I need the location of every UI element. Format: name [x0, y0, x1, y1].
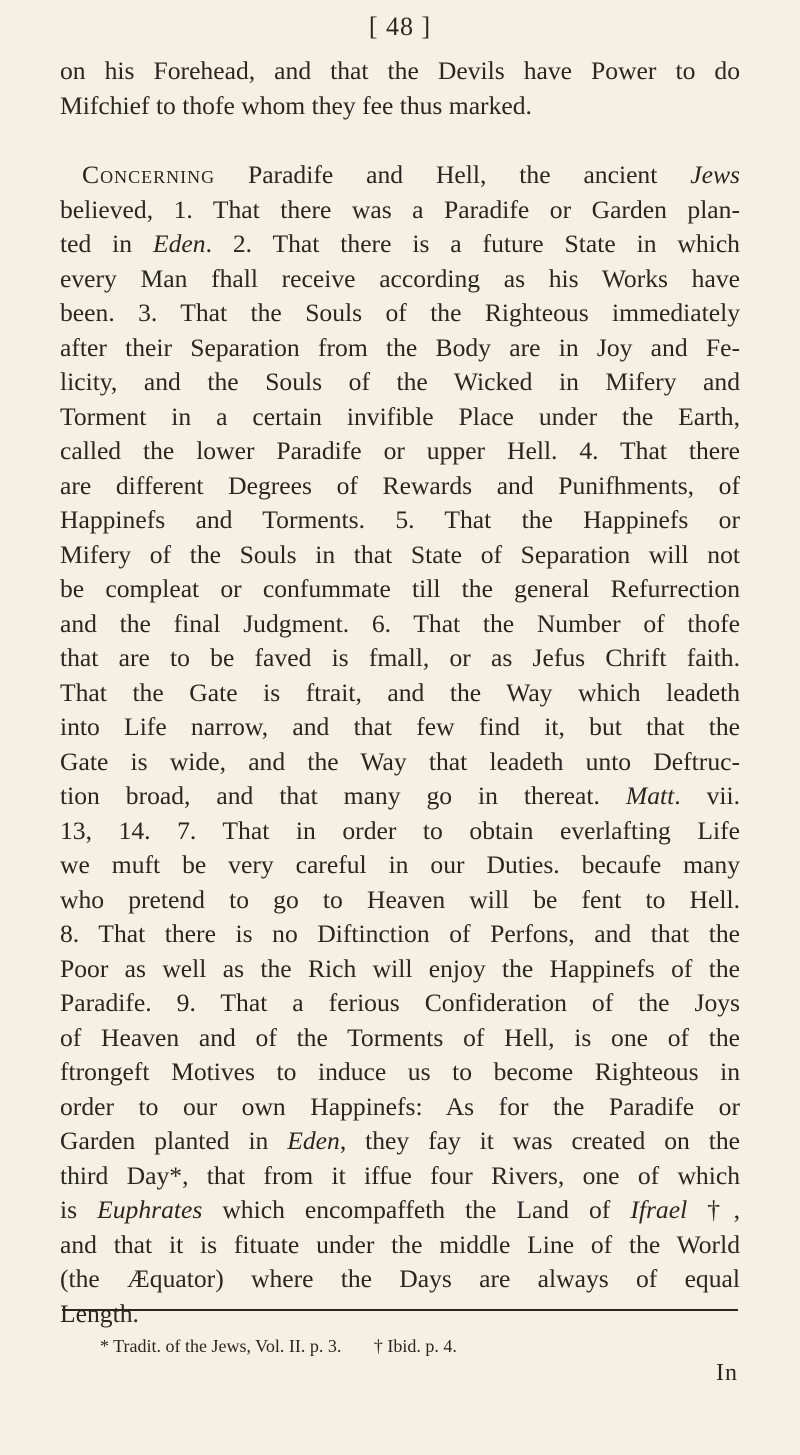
- footnote-1: * Tradit. of the Jews, Vol. II. p. 3.: [100, 1336, 342, 1356]
- text-line: Mifchief to thofe whom they fee thus marked.: [60, 90, 532, 120]
- text-line: Garden planted in Eden, they fay it was created on the: [60, 1126, 740, 1155]
- text-line: order to our own Happinefs: As for the Paradife or: [60, 1091, 740, 1121]
- text-line: we muft be very careful in our Duties. becaufe many: [60, 850, 740, 879]
- text-line: Poor as well as the Rich will enjoy the Happinefs of the: [60, 953, 740, 983]
- text-line: after their Separation from the Body are in Joy and Fe-: [60, 332, 740, 362]
- page-number: [ 48 ]: [368, 12, 432, 41]
- text-line: of Heaven and of the Torments of Hell, is one of the: [60, 1022, 740, 1052]
- text-line: are different Degrees of Rewards and Punifhments, of: [60, 470, 740, 500]
- text-line: tion broad, and that many go in thereat. Matt. vii.: [60, 781, 740, 810]
- text-line: Torment in a certain invifible Place under the Earth,: [60, 401, 740, 431]
- footnote-2: † Ibid. p. 4.: [373, 1336, 457, 1356]
- text-line: third Day*, that from it iffue four Rivers, one of which: [60, 1160, 740, 1190]
- text-line: called the lower Paradife or upper Hell. 4. That there: [60, 436, 740, 465]
- text-line: Happinefs and Torments. 5. That the Happinefs or: [60, 505, 740, 534]
- text-line: ftrongeft Motives to induce us to become Righteous in: [60, 1057, 740, 1086]
- text-line: is Euphrates which encompaffeth the Land of Ifrael †,: [60, 1195, 740, 1224]
- catchword: In: [716, 1360, 738, 1386]
- text-line: Mifery of the Souls in that State of Separation will not: [60, 539, 740, 569]
- text-line: been. 3. That the Souls of the Righteous immediately: [60, 298, 740, 327]
- text-line: 13, 14. 7. That in order to obtain everlafting Life: [60, 815, 740, 845]
- text-line: be compleat or confummate till the general Refurrection: [60, 574, 740, 603]
- text-line: licity, and the Souls of the Wicked in Mifery and: [60, 367, 740, 396]
- text-line: ted in Eden. 2. That there is a future State in which: [60, 229, 740, 258]
- text-line: Length.: [60, 1298, 139, 1328]
- footnotes: [100, 1336, 485, 1357]
- paragraph-continuation: [60, 54, 740, 123]
- paragraph-concerning-paradise: [60, 158, 740, 1331]
- text-line: and that it is fituate under the middle Line of the World: [60, 1229, 740, 1259]
- text-line: 8. That there is no Diftinction of Perfons, and that the: [60, 919, 740, 948]
- text-line: That the Gate is ftrait, and the Way which leadeth: [60, 677, 740, 707]
- text-line: believed, 1. That there was a Paradife or Garden plan-: [60, 194, 740, 224]
- text-line: (the Æquator) where the Days are always of equal: [60, 1264, 740, 1293]
- text-line: Gate is wide, and the Way that leadeth unto Deftruc-: [60, 746, 740, 776]
- text-line: Concerning Paradife and Hell, the ancient Jews: [82, 160, 740, 189]
- paragraph-lead-word: Concerning: [82, 160, 216, 189]
- text-line: every Man fhall receive according as his Works have: [60, 263, 740, 293]
- text-line: Paradife. 9. That a ferious Confideration of the Joys: [60, 988, 740, 1017]
- text-line: and the final Judgment. 6. That the Number of thofe: [60, 608, 740, 638]
- text-line: that are to be faved is fmall, or as Jefus Chrift faith.: [60, 643, 740, 672]
- footnote-divider: [62, 1309, 738, 1311]
- text-line: who pretend to go to Heaven will be fent to Hell.: [60, 884, 740, 914]
- text-line: on his Forehead, and that the Devils have Power to do: [60, 56, 740, 85]
- text-line: into Life narrow, and that few find it, but that the: [60, 712, 740, 741]
